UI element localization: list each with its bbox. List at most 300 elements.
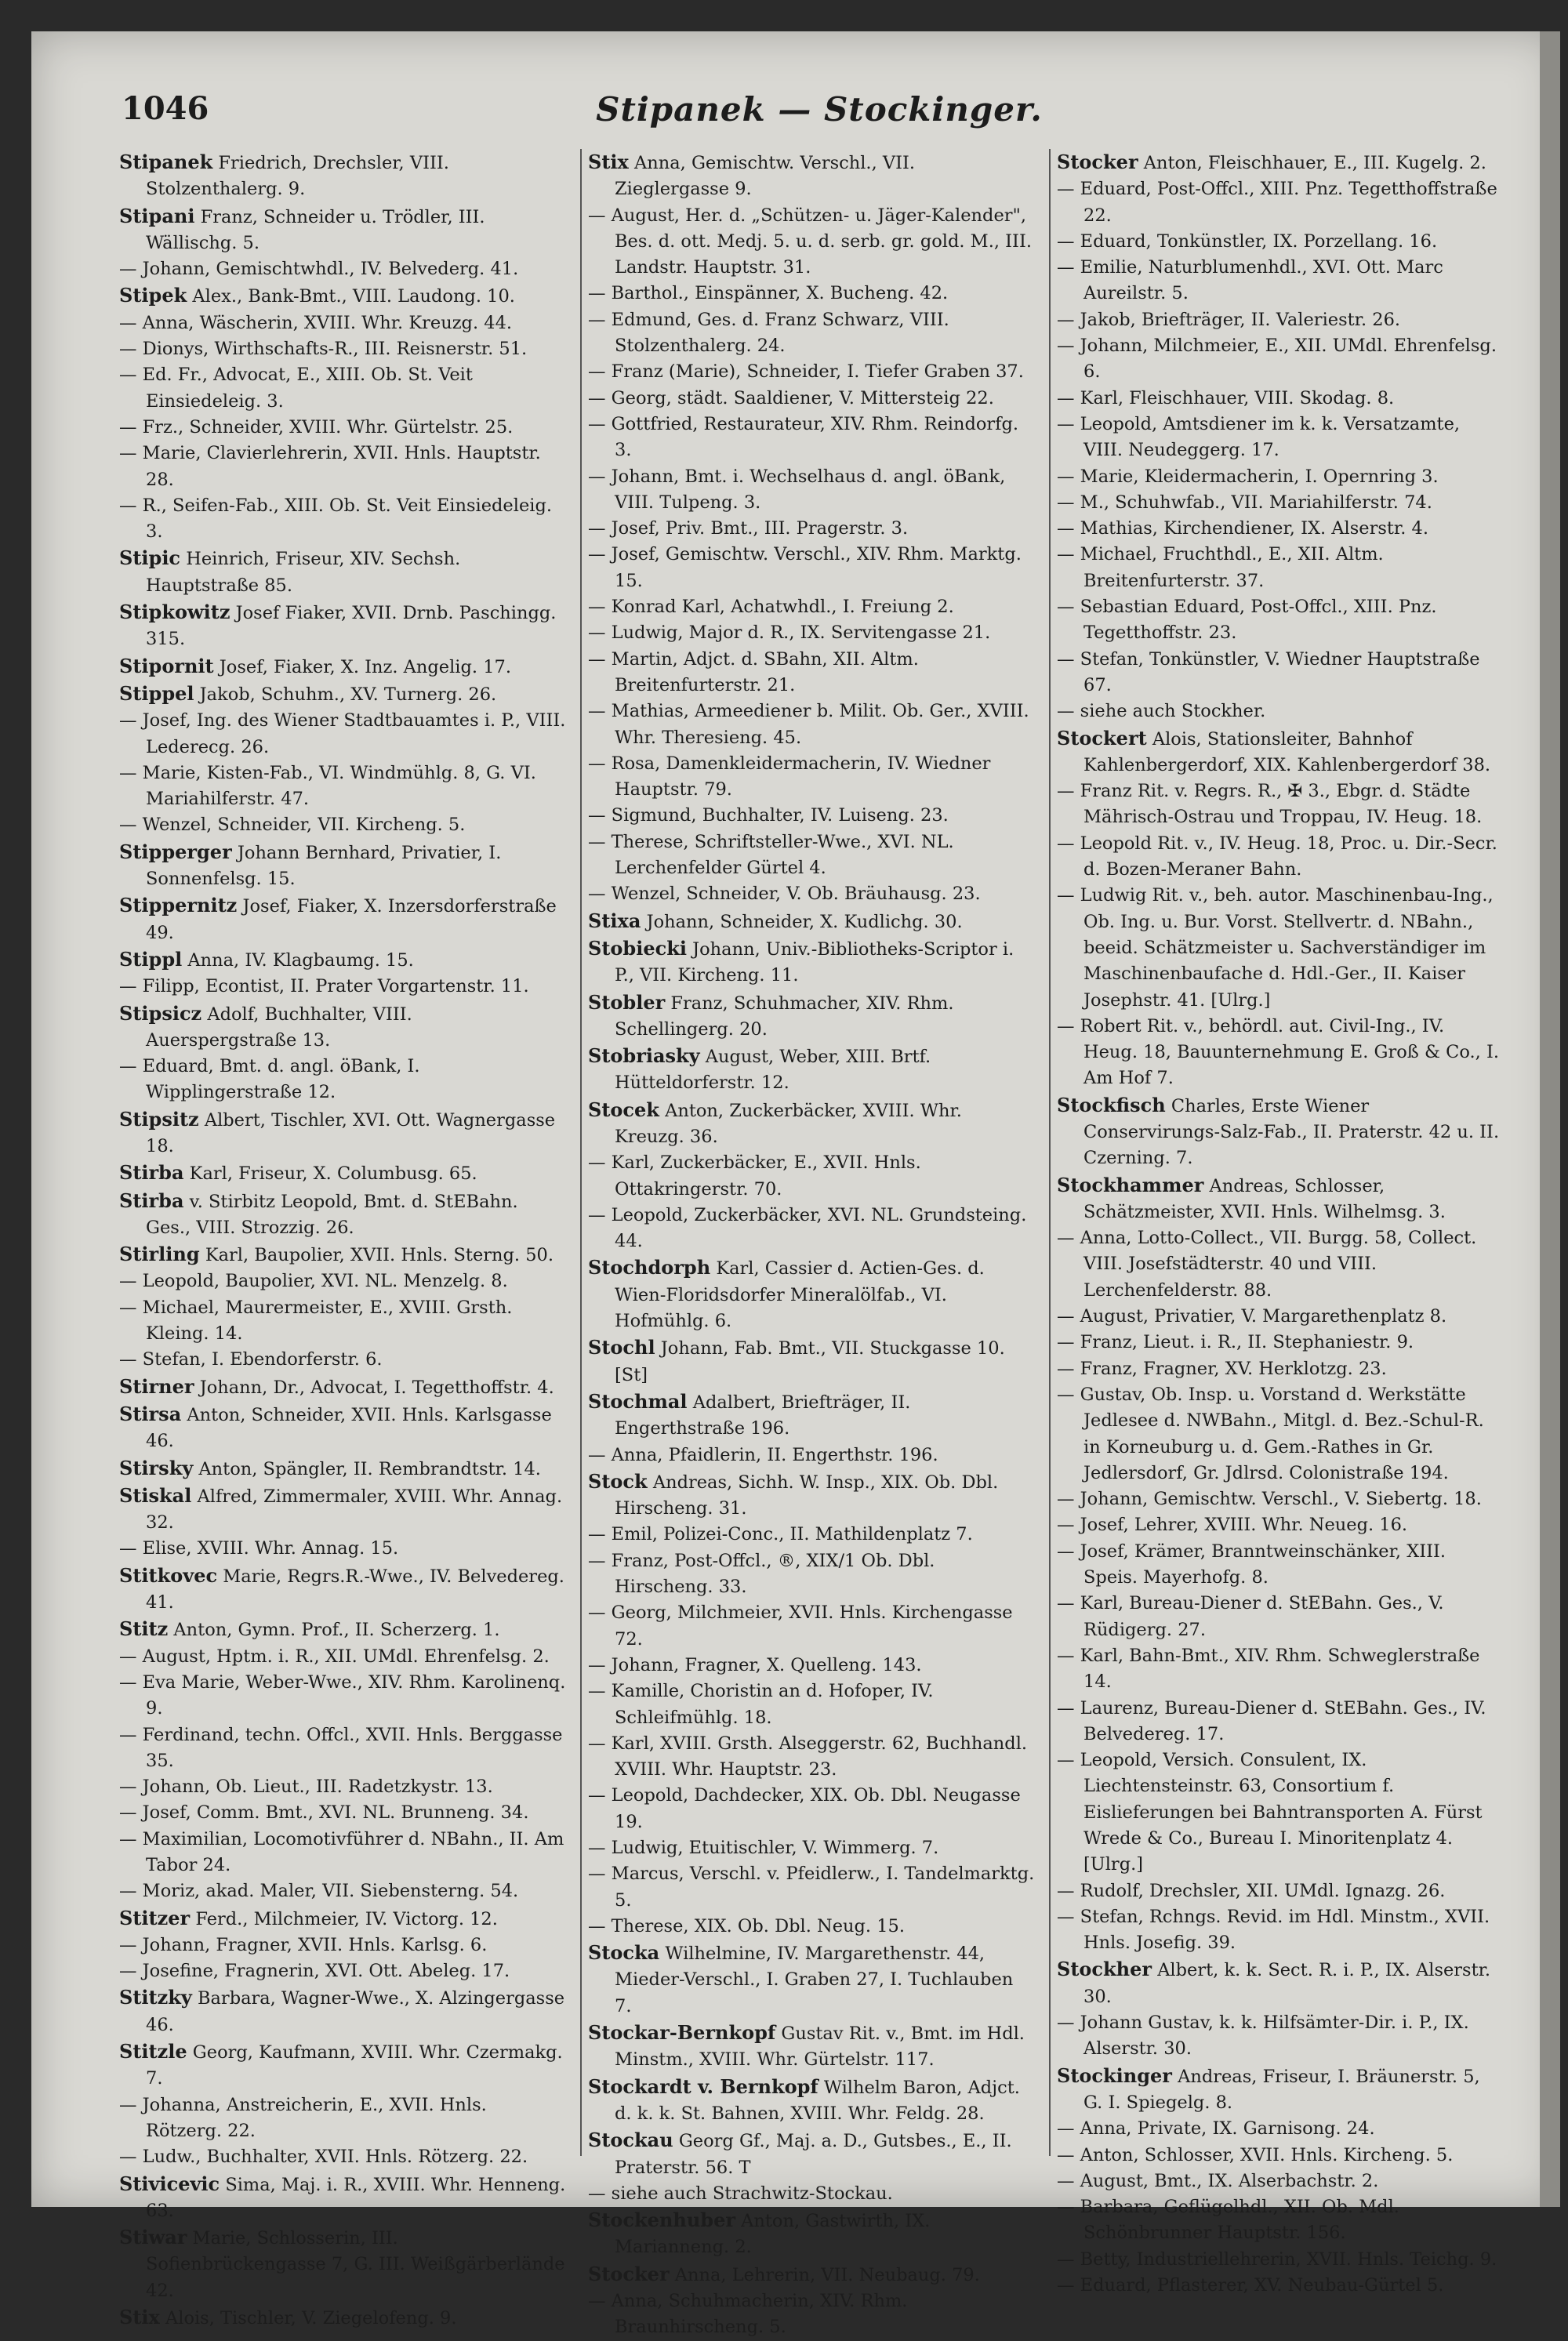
- entry-text: — Kamille, Choristin an d. Hofoper, IV. Schleifmühlg. 18.: [588, 1681, 934, 1728]
- entry-surname: Stipani: [119, 204, 195, 227]
- entry-surname: Stockinger: [1057, 2063, 1172, 2087]
- entry-text: Johann, Schneider, X. Kudlichg. 30.: [646, 911, 963, 932]
- directory-entry: [119, 2171, 566, 2225]
- entry-surname: Stitkovec: [119, 1563, 218, 1587]
- entry-text: — Leopold, Amtsdiener im k. k. Versatzamte, VIII. Neudeggerg. 17.: [1057, 413, 1461, 461]
- directory-entry: [588, 1443, 1035, 1468]
- entry-text: — Gottfried, Restaurateur, XIV. Rhm. Reindorfg. 3.: [588, 413, 1019, 461]
- entry-text: — Elise, XVIII. Whr. Annag. 15.: [119, 1538, 399, 1559]
- entry-text: Anna, Gemischtw. Verschl., VII. Zieglergasse 9.: [615, 153, 916, 200]
- entry-surname: Stirner: [119, 1374, 194, 1398]
- directory-entry: [119, 812, 566, 838]
- entry-text: — Stefan, Tonkünstler, V. Wiedner Hauptstraße 67.: [1057, 648, 1480, 695]
- directory-entry: [119, 282, 566, 310]
- entry-text: — Franz, Fragner, XV. Herklotzg. 23.: [1057, 1358, 1387, 1379]
- entry-text: — Laurenz, Bureau-Diener d. StEBahn. Ges., IV. Belvedereg. 17.: [1057, 1697, 1486, 1744]
- entry-text: — Johann, Fragner, XVII. Hnls. Karlsg. 6.: [119, 1934, 488, 1955]
- entry-text: Karl, Baupolier, XVII. Hnls. Sterng. 50.: [205, 1245, 554, 1266]
- directory-entry: [119, 760, 566, 813]
- directory-entry: [588, 2020, 1035, 2074]
- directory-entry: [588, 2207, 1035, 2261]
- entry-surname: Stocka: [588, 1941, 660, 1965]
- entry-text: — Rosa, Damenkleidermacherin, IV. Wiedner Hauptstr. 79.: [588, 753, 991, 800]
- entry-text: Adalbert, Briefträger, II. Engerthstraße 196.: [615, 1392, 911, 1439]
- entry-text: Andreas, Schlosser, Schätzmeister, XVII. Hnls. Wilhelmsg. 3.: [1083, 1175, 1446, 1222]
- entry-text: — Karl, Bahn-Bmt., XIV. Rhm. Schweglerstraße 14.: [1057, 1645, 1480, 1693]
- entry-text: — Edmund, Ges. d. Franz Schwarz, VIII. Stolzenthalerg. 24.: [588, 309, 949, 357]
- entry-text: Josef, Fiaker, X. Inz. Angelig. 17.: [219, 656, 511, 677]
- entry-surname: Stockardt v. Bernkopf: [588, 2074, 818, 2098]
- directory-entry: [1057, 1748, 1504, 1878]
- entry-surname: Stivicevic: [119, 2172, 220, 2195]
- entry-text: — Barbara, Geflügelhdl., XII. Ob. Mdl. Schönbrunner Hauptstr. 156.: [1057, 2197, 1399, 2244]
- entry-text: Johann, Fab. Bmt., VII. Stuckgasse 10. [St]: [615, 1338, 1005, 1385]
- entry-surname: Stobriasky: [588, 1044, 700, 1068]
- directory-entry: [588, 1548, 1035, 1601]
- entry-text: — Moriz, akad. Maler, VII. Siebensterng. 54.: [119, 1881, 519, 1902]
- entry-text: — August, Her. d. „Schützen- u. Jäger-Kalender", Bes. d. ott. Medj. 5. u. d. serb. gr. gold. M., III. Landstr. Hauptstr. 31.: [588, 205, 1032, 278]
- entry-text: Marie, Schlosserin, III. Sofienbrückengasse 7, G. III. Weißgärberlände 42.: [146, 2228, 565, 2301]
- directory-entry: [1057, 1591, 1504, 1643]
- directory-entry: [588, 2261, 1035, 2288]
- directory-entry: [1057, 1643, 1504, 1696]
- entry-text: Karl, Cassier d. Actien-Ges. d. Wien-Floridsdorfer Mineralölfab., VI. Hofmühlg. 6.: [615, 1258, 985, 1332]
- entry-surname: Stipanek: [119, 151, 213, 173]
- directory-entry: [1057, 1904, 1504, 1957]
- column-divider: [580, 149, 582, 2156]
- directory-entry: [1057, 307, 1504, 333]
- entry-surname: Stix: [588, 151, 629, 173]
- entry-text: — Mathias, Kirchendiener, IX. Alserstr. 4.: [1057, 518, 1428, 539]
- directory-page: [31, 31, 1560, 2338]
- entry-surname: Stocker: [1057, 151, 1138, 173]
- directory-entry: [1057, 333, 1504, 386]
- entry-text: — siehe auch Stockher.: [1057, 701, 1266, 722]
- entry-surname: Stipsicz: [119, 1001, 202, 1025]
- entry-text: — Maximilian, Locomotivführer d. NBahn., II. Am Tabor 24.: [119, 1828, 564, 1875]
- entry-text: Karl, Friseur, X. Columbusg. 65.: [189, 1163, 477, 1185]
- entry-text: — Frz., Schneider, XVIII. Whr. Gürtelstr. 25.: [119, 416, 514, 437]
- entry-surname: Stitzer: [119, 1906, 191, 1929]
- entry-surname: Stock: [588, 1469, 648, 1493]
- entry-text: — Ludwig Rit. v., beh. autor. Maschinenbau-Ing., Ob. Ing. u. Bur. Vorst. Stellvertr. d. NBahn., beeid. Schätzmeister u. Sachverständiger im Maschinenbaufache d. Hdl.-Ger., II. Kaiser Josephstr. 41. [Ulrg.]: [1057, 885, 1494, 1011]
- directory-entry: [1057, 1382, 1504, 1486]
- directory-entry: [1057, 831, 1504, 884]
- directory-entry: [119, 839, 566, 893]
- entry-text: — Wenzel, Schneider, V. Ob. Bräuhausg. 23.: [588, 884, 981, 905]
- directory-entry: [1057, 1356, 1504, 1382]
- entry-text: Alois, Stationsleiter, Bahnhof Kahlenbergerdorf, XIX. Kahlenbergerdorf 38.: [1083, 728, 1491, 775]
- directory-entry: [119, 1295, 566, 1348]
- entry-surname: Stitz: [119, 1617, 169, 1641]
- directory-entry: [588, 1334, 1035, 1388]
- directory-entry: [588, 1203, 1035, 1255]
- directory-entry: [119, 708, 566, 760]
- entry-text: — Leopold, Versich. Consulent, IX. Liechtensteinstr. 63, Consortium f. Eislieferungen bei Bahntransporten A. Fürst Wrede & Co., Bureau I. Minoritenplatz 4. [Ulrg.]: [1057, 1750, 1483, 1875]
- entry-text: Charles, Erste Wiener Conservirungs-Salz-Fab., II. Praterstr. 42 u. II. Czerning. 7.: [1083, 1095, 1500, 1169]
- directory-entry: [119, 1054, 566, 1106]
- directory-entry: [1057, 1956, 1504, 2010]
- entry-text: — Josef, Priv. Bmt., III. Pragerstr. 3.: [588, 518, 909, 539]
- entry-text: Jakob, Schuhm., XV. Turnerg. 26.: [199, 684, 497, 705]
- entry-text: — Leopold, Baupolier, XVI. NL. Menzelg. 8.: [119, 1271, 508, 1292]
- entry-text: Johann, Univ.-Bibliotheks-Scriptor i. P., VII. Kircheng. 11.: [615, 938, 1014, 986]
- directory-entry: [119, 1722, 566, 1775]
- entry-text: — Ludwig, Etuitischler, V. Wimmerg. 7.: [588, 1838, 939, 1858]
- directory-entry: [119, 1241, 566, 1268]
- entry-surname: Stipperger: [119, 840, 232, 863]
- entry-surname: Stitzle: [119, 2040, 187, 2063]
- directory-entry: [119, 415, 566, 441]
- entry-text: — Sebastian Eduard, Post-Offcl., XIII. Pnz. Tegetthoffstr. 23.: [1057, 597, 1437, 644]
- entry-text: — Franz, Post-Offcl., ®, XIX/1 Ob. Dbl. Hirscheng. 33.: [588, 1550, 935, 1598]
- entry-text: — Leopold Rit. v., IV. Heug. 18, Proc. u. Dir.-Secr. d. Bozen-Meraner Bahn.: [1057, 833, 1497, 880]
- entry-text: — Martin, Adjct. d. SBahn, XII. Altm. Breitenfurterstr. 21.: [588, 648, 919, 695]
- directory-entry: [119, 653, 566, 681]
- entry-surname: Stirsa: [119, 1402, 182, 1425]
- entry-text: — Wenzel, Schneider, VII. Kircheng. 5.: [119, 815, 466, 836]
- entry-text: — Johann, Gemischtwhdl., IV. Belvederg. 41.: [119, 259, 519, 280]
- directory-entry: [588, 542, 1035, 594]
- entry-text: — Anna, Wäscherin, XVIII. Whr. Kreuzg. 44.: [119, 312, 513, 333]
- entry-surname: Stirba: [119, 1189, 184, 1212]
- directory-entry: [1057, 1539, 1504, 1592]
- directory-entry: [119, 2304, 566, 2332]
- entry-text: — Karl, Fleischhauer, VIII. Skodag. 8.: [1057, 387, 1395, 408]
- entry-text: — Michael, Fruchthdl., E., XII. Altm. Breitenfurterstr. 37.: [1057, 544, 1384, 591]
- entry-text: — Ed. Fr., Advocat, E., XIII. Ob. St. Veit Einsiedeleig. 3.: [119, 365, 473, 412]
- directory-entry: [588, 307, 1035, 360]
- directory-entry: [119, 1670, 566, 1722]
- directory-entry: [1057, 1512, 1504, 1538]
- entry-surname: Stockhammer: [1057, 1173, 1204, 1196]
- directory-entry: [1057, 1092, 1504, 1172]
- entry-text: — Robert Rit. v., behördl. aut. Civil-Ing., IV. Heug. 18, Bauunternehmung E. Groß & Co., I. Am Hof 7.: [1057, 1015, 1500, 1089]
- directory-entry: [588, 1600, 1035, 1653]
- directory-entry: [119, 599, 566, 653]
- entry-text: — Eduard, Post-Offcl., XIII. Pnz. Tegetthoffstraße 22.: [1057, 179, 1497, 226]
- entry-text: — Karl, Bureau-Diener d. StEBahn. Ges., V. Rüdigerg. 27.: [1057, 1593, 1444, 1640]
- directory-entry: [119, 1401, 566, 1455]
- directory-entry: [588, 1914, 1035, 1940]
- entry-text: — Johann, Gemischtw. Verschl., V. Siebertg. 18.: [1057, 1489, 1482, 1510]
- directory-entry: [119, 1933, 566, 1958]
- directory-entry: [119, 1774, 566, 1800]
- entry-text: — Leopold, Dachdecker, XIX. Ob. Dbl. Neugasse 19.: [588, 1785, 1021, 1832]
- entry-text: — Eva Marie, Weber-Wwe., XIV. Rhm. Karolinenq. 9.: [119, 1671, 566, 1719]
- entry-text: — Jakob, Briefträger, II. Valeriestr. 26.: [1057, 309, 1401, 330]
- directory-entry: [588, 989, 1035, 1043]
- directory-entry: [119, 493, 566, 546]
- entry-text: — Johann, Fragner, X. Quelleng. 143.: [588, 1654, 922, 1675]
- entry-text: Wilhelmine, IV. Margarethenstr. 44, Mieder-Verschl., I. Graben 27, I. Tuchlauben 7.: [615, 1944, 1014, 2016]
- entry-text: — Anna, Lotto-Collect., VII. Burgg. 58, Collect. VIII. Josefstädterstr. 40 und VIII. Lerchenfelderstr. 88.: [1057, 1228, 1477, 1301]
- entry-text: — Therese, XIX. Ob. Dbl. Neug. 15.: [588, 1915, 906, 1936]
- directory-entry: [1057, 1225, 1504, 1304]
- entry-text: Anton, Fleischhauer, E., III. Kugelg. 2.: [1143, 153, 1486, 173]
- directory-entry: [119, 1160, 566, 1187]
- entry-text: — August, Bmt., IX. Alserbachstr. 2.: [1057, 2170, 1379, 2191]
- directory-entry: [119, 203, 566, 257]
- directory-entry: [1057, 176, 1504, 229]
- entry-text: — siehe auch Strachwitz-Stockau.: [588, 2183, 893, 2204]
- directory-entry: [588, 1043, 1035, 1097]
- columns-container: [119, 149, 1523, 2338]
- page-header: [122, 90, 1517, 137]
- directory-entry: [588, 829, 1035, 882]
- entry-text: — Karl, XVIII. Grsth. Alseggerstr. 62, Buchhandl. XVIII. Whr. Hauptstr. 23.: [588, 1733, 1028, 1780]
- directory-entry: [1057, 2143, 1504, 2169]
- entry-text: — Johann Gustav, k. k. Hilfsämter-Dir. i. P., IX. Alserstr. 30.: [1057, 2013, 1469, 2060]
- entry-surname: Stocker: [588, 2262, 670, 2285]
- entry-text: — Mathias, Armeediener b. Milit. Ob. Ger., XVIII. Whr. Theresieng. 45.: [588, 701, 1029, 748]
- directory-entry: [119, 149, 566, 203]
- directory-entry: [1057, 699, 1504, 724]
- directory-entry: [1057, 594, 1504, 647]
- entry-surname: Stobler: [588, 990, 666, 1014]
- entry-text: — M., Schuhwfab., VII. Mariahilferstr. 74.: [1057, 492, 1432, 513]
- entry-surname: Stipek: [119, 284, 187, 307]
- directory-entry: [588, 281, 1035, 307]
- directory-entry: [119, 1616, 566, 1643]
- entry-surname: Stockfisch: [1057, 1093, 1166, 1116]
- directory-entry: [1057, 2010, 1504, 2063]
- directory-entry: [588, 412, 1035, 464]
- directory-entry: [119, 362, 566, 415]
- entry-text: Anna, Lehrerin, VII. Neubaug. 79.: [674, 2264, 980, 2285]
- entry-text: — Georg, städt. Saaldiener, V. Mittersteig 22.: [588, 387, 994, 408]
- entry-text: — Eduard, Bmt. d. angl. öBank, I. Wipplingerstraße 12.: [119, 1056, 420, 1103]
- entry-text: Josef, Fiaker, X. Inzersdorferstraße 49.: [146, 896, 557, 943]
- entry-text: — Marcus, Verschl. v. Pfeidlerw., I. Tandelmarktg. 5.: [588, 1864, 1035, 1911]
- directory-entry: [588, 203, 1035, 281]
- directory-entry: [588, 1097, 1035, 1151]
- entry-text: Anton, Gastwirth, IX. Marianneng. 2.: [615, 2211, 931, 2258]
- entry-text: Johann, Dr., Advocat, I. Tegetthoffstr. 4.: [199, 1377, 554, 1398]
- entry-text: — Rudolf, Drechsler, XII. UMdl. Ignazg. 26.: [1057, 1880, 1446, 1901]
- entry-text: — Johann, Ob. Lieut., III. Radetzkystr. 13.: [119, 1777, 493, 1798]
- directory-entry: [1057, 1486, 1504, 1512]
- entry-text: Franz, Schuhmacher, XIV. Rhm. Schellingerg. 20.: [615, 993, 954, 1040]
- entry-text: — Josefine, Fragnerin, XVI. Ott. Abeleg. 17.: [119, 1961, 510, 1982]
- directory-entry: [119, 1455, 566, 1483]
- entry-text: — Franz Rit. v. Regrs. R., ✠ 3., Ebgr. d. Städte Mährisch-Ostrau und Troppau, IV. Heug. 18.: [1057, 781, 1483, 828]
- directory-entry: [1057, 2194, 1504, 2247]
- directory-entry: [119, 336, 566, 362]
- entry-text: — Barthol., Einspänner, X. Bucheng. 42.: [588, 283, 949, 304]
- directory-entry: [588, 386, 1035, 412]
- directory-entry: [119, 1000, 566, 1054]
- directory-entry: [1057, 1304, 1504, 1330]
- directory-entry: [1057, 1330, 1504, 1356]
- entry-surname: Stiwar: [119, 2226, 187, 2249]
- directory-entry: [1057, 1696, 1504, 1748]
- entry-text: — Georg, Milchmeier, XVII. Hnls. Kirchengasse 72.: [588, 1602, 1013, 1650]
- directory-entry: [119, 974, 566, 1000]
- entry-text: Alfred, Zimmermaler, XVIII. Whr. Annag. 32.: [146, 1486, 563, 1533]
- entry-text: — August, Hptm. i. R., XII. UMdl. Ehrenfelsg. 2.: [119, 1646, 550, 1667]
- directory-entry: [588, 1679, 1035, 1731]
- entry-text: — R., Seifen-Fab., XIII. Ob. St. Veit Einsiedeleig. 3.: [119, 495, 553, 543]
- entry-text: v. Stirbitz Leopold, Bmt. d. StEBahn. Ges., VIII. Strozzig. 26.: [146, 1191, 518, 1238]
- directory-entry: [119, 1374, 566, 1401]
- entry-surname: Stiskal: [119, 1483, 192, 1507]
- directory-entry: [119, 545, 566, 599]
- entry-text: Georg Gf., Maj. a. D., Gutsbes., E., II. Praterstr. 56. T: [615, 2131, 1012, 2178]
- directory-entry: [119, 2144, 566, 2170]
- directory-entry: [1057, 1878, 1504, 1904]
- entry-surname: Stirsky: [119, 1456, 194, 1479]
- entry-text: — Johann, Milchmeier, E., XII. UMdl. Ehrenfelsg. 6.: [1057, 336, 1497, 383]
- directory-entry: [588, 149, 1035, 203]
- entry-text: Georg, Kaufmann, XVIII. Whr. Czermakg. 7.: [146, 2042, 563, 2089]
- entry-text: — Anton, Schlosser, XVII. Hnls. Kircheng. 5.: [1057, 2144, 1454, 2165]
- directory-entry: [1057, 149, 1504, 176]
- column-divider: [1049, 149, 1051, 2156]
- entry-text: — Eduard, Tonkünstler, IX. Porzellang. 16.: [1057, 230, 1438, 252]
- entry-text: — Therese, Schriftsteller-Wwe., XVI. NL. Lerchenfelder Gürtel 4.: [588, 831, 954, 879]
- directory-entry: [588, 2181, 1035, 2207]
- entry-text: Alex., Bank-Bmt., VIII. Laudong. 10.: [192, 286, 515, 307]
- directory-entry: [1057, 542, 1504, 594]
- directory-entry: [119, 1878, 566, 1904]
- directory-entry: [119, 1483, 566, 1537]
- entry-surname: Stipic: [119, 546, 181, 570]
- entry-text: Anton, Zuckerbäcker, XVIII. Whr. Kreuzg. 36.: [615, 1100, 962, 1147]
- directory-entry: [588, 1254, 1035, 1334]
- directory-entry: [119, 1800, 566, 1826]
- directory-entry: [1057, 2116, 1504, 2142]
- entry-text: — Ludwig, Major d. R., IX. Servitengasse 21.: [588, 622, 991, 644]
- entry-text: Adolf, Buchhalter, VIII. Auerspergstraße 13.: [146, 1004, 412, 1051]
- directory-entry: [588, 620, 1035, 646]
- directory-entry: [119, 1347, 566, 1373]
- entry-surname: Stipsitz: [119, 1107, 199, 1131]
- directory-entry: [588, 2288, 1035, 2341]
- entry-text: Josef Fiaker, XVII. Drnb. Paschingg. 315.: [146, 603, 557, 650]
- entry-text: Franz, Schneider u. Trödler, III. Wällischg. 5.: [146, 206, 485, 253]
- directory-entry: [1057, 2273, 1504, 2299]
- entry-text: — Gustav, Ob. Insp. u. Vorstand d. Werkstätte Jedlesee d. NWBahn., Mitgl. d. Bez.-Schul-R. in Korneuburg u. d. Gem.-Rathes in Gr. Jedlersdorf, Gr. Jdlrsd. Colonistraße 194.: [1057, 1384, 1484, 1483]
- entry-surname: Stippl: [119, 947, 183, 971]
- entry-text: — Stefan, Rchngs. Revid. im Hdl. Minstm., XVII. Hnls. Josefig. 39.: [1057, 1906, 1490, 1954]
- entry-text: Sima, Maj. i. R., XVIII. Whr. Henneng. 63.: [146, 2174, 566, 2221]
- entry-surname: Stobiecki: [588, 936, 687, 960]
- directory-entry: [1057, 516, 1504, 542]
- directory-entry: [588, 516, 1035, 542]
- entry-text: — August, Privatier, V. Margarethenplatz 8.: [1057, 1306, 1447, 1327]
- entry-text: Johann Bernhard, Privatier, I. Sonnenfelsg. 15.: [146, 842, 502, 890]
- entry-text: — Marie, Kleidermacherin, I. Opernring 3.: [1057, 466, 1439, 487]
- entry-surname: Stochl: [588, 1336, 655, 1359]
- entry-text: — Josef, Gemischtw. Verschl., XIV. Rhm. Marktg. 15.: [588, 544, 1022, 591]
- directory-entry: [1057, 1172, 1504, 1226]
- entry-text: — Marie, Kisten-Fab., VI. Windmühlg. 8, G. VI. Mariahilferstr. 47.: [119, 762, 536, 810]
- column-1: [119, 149, 566, 2329]
- directory-entry: [119, 1106, 566, 1160]
- entry-text: — Ferdinand, techn. Offcl., XVII. Hnls. Berggasse 35.: [119, 1724, 563, 1771]
- directory-entry: [119, 1644, 566, 1670]
- directory-entry: [119, 1958, 566, 1984]
- entry-surname: Stockau: [588, 2129, 673, 2152]
- entry-text: — Anna, Schuhmacherin, XIV. Rhm. Braunhirscheng. 5.: [588, 2291, 908, 2338]
- entry-text: — Josef, Comm. Bmt., XVI. NL. Brunneng. 34.: [119, 1802, 529, 1824]
- directory-entry: [119, 441, 566, 493]
- entry-text: — Leopold, Zuckerbäcker, XVI. NL. Grundsteing. 44.: [588, 1204, 1027, 1252]
- directory-entry: [1057, 255, 1504, 307]
- entry-text: Heinrich, Friseur, XIV. Sechsh. Hauptstraße 85.: [146, 549, 461, 596]
- entry-text: Alois, Tischler, V. Ziegelofeng. 9.: [165, 2308, 457, 2329]
- directory-entry: [588, 803, 1035, 829]
- directory-entry: [119, 1536, 566, 1562]
- entry-text: — Sigmund, Buchhalter, IV. Luiseng. 23.: [588, 805, 949, 826]
- directory-entry: [588, 699, 1035, 751]
- directory-entry: [588, 751, 1035, 804]
- directory-entry: [119, 946, 566, 974]
- directory-entry: [588, 647, 1035, 699]
- entry-text: — Michael, Maurermeister, E., XVIII. Grsth. Kleing. 14.: [119, 1297, 513, 1345]
- entry-text: — Filipp, Econtist, II. Prater Vorgartenstr. 11.: [119, 976, 529, 997]
- directory-entry: [588, 1653, 1035, 1679]
- entry-text: Friedrich, Drechsler, VIII. Stolzenthalerg. 9.: [146, 153, 449, 200]
- directory-entry: [588, 2074, 1035, 2128]
- column-2: [588, 149, 1035, 2338]
- directory-entry: [119, 2092, 566, 2145]
- directory-entry: [588, 1388, 1035, 1443]
- directory-entry: [1057, 647, 1504, 699]
- entry-text: — Franz, Lieut. i. R., II. Stephaniestr. 9.: [1057, 1332, 1414, 1353]
- entry-surname: Stockenhuber: [588, 2209, 735, 2232]
- directory-entry: [1057, 1014, 1504, 1092]
- entry-surname: Stockert: [1057, 726, 1147, 749]
- directory-entry: [1057, 2247, 1504, 2273]
- entry-text: Anton, Gymn. Prof., II. Scherzerg. 1.: [173, 1620, 500, 1641]
- directory-entry: [119, 1984, 566, 2038]
- directory-entry: [119, 1268, 566, 1294]
- directory-entry: [1057, 229, 1504, 255]
- directory-entry: [588, 1150, 1035, 1203]
- entry-text: Marie, Regrs.R.-Wwe., IV. Belvedereg. 41.: [146, 1566, 564, 1613]
- directory-entry: [588, 908, 1035, 935]
- directory-entry: [119, 1827, 566, 1879]
- entry-text: — Ludw., Buchhalter, XVII. Hnls. Rötzerg. 22.: [119, 2147, 528, 2168]
- entry-text: Anton, Schneider, XVII. Hnls. Karlsgasse 46.: [146, 1404, 552, 1452]
- directory-entry: [119, 1188, 566, 1242]
- entry-text: Anton, Spängler, II. Rembrandtstr. 14.: [198, 1458, 541, 1479]
- directory-entry: [1057, 2169, 1504, 2194]
- directory-entry: [588, 1783, 1035, 1835]
- directory-entry: [119, 1562, 566, 1617]
- entry-text: Albert, k. k. Sect. R. i. P., IX. Alserstr. 30.: [1083, 1960, 1491, 2007]
- entry-text: — Emil, Polizei-Conc., II. Mathildenplatz 7.: [588, 1524, 973, 1545]
- page-edge: [1540, 31, 1560, 2207]
- entry-surname: Stippel: [119, 681, 194, 705]
- entry-text: Gustav Rit. v., Bmt. im Hdl. Minstm., XVIII. Whr. Gürtelstr. 117.: [615, 2023, 1025, 2071]
- entry-text: — Betty, Industriellehrerin, XVII. Hnls. Teichg. 9.: [1057, 2248, 1497, 2270]
- entry-text: — Konrad Karl, Achatwhdl., I. Freiung 2.: [588, 597, 954, 618]
- directory-entry: [119, 681, 566, 708]
- entry-text: — Stefan, I. Ebendorferstr. 6.: [119, 1349, 383, 1370]
- entry-text: — Marie, Clavierlehrerin, XVII. Hnls. Hauptstr. 28.: [119, 443, 541, 490]
- directory-entry: [588, 935, 1035, 989]
- directory-entry: [1057, 883, 1504, 1013]
- directory-entry: [588, 1468, 1035, 1523]
- entry-text: — Karl, Zuckerbäcker, E., XVII. Hnls. Ottakringerstr. 70.: [588, 1152, 921, 1200]
- entry-text: — Johann, Bmt. i. Wechselhaus d. angl. öBank, VIII. Tulpeng. 3.: [588, 466, 1006, 513]
- directory-entry: [1057, 725, 1504, 779]
- entry-text: Wilhelm Baron, Adjct. d. k. k. St. Bahnen, XVIII. Whr. Feldg. 28.: [615, 2077, 1020, 2124]
- entry-text: — Josef, Lehrer, XVIII. Whr. Neueg. 16.: [1057, 1515, 1408, 1536]
